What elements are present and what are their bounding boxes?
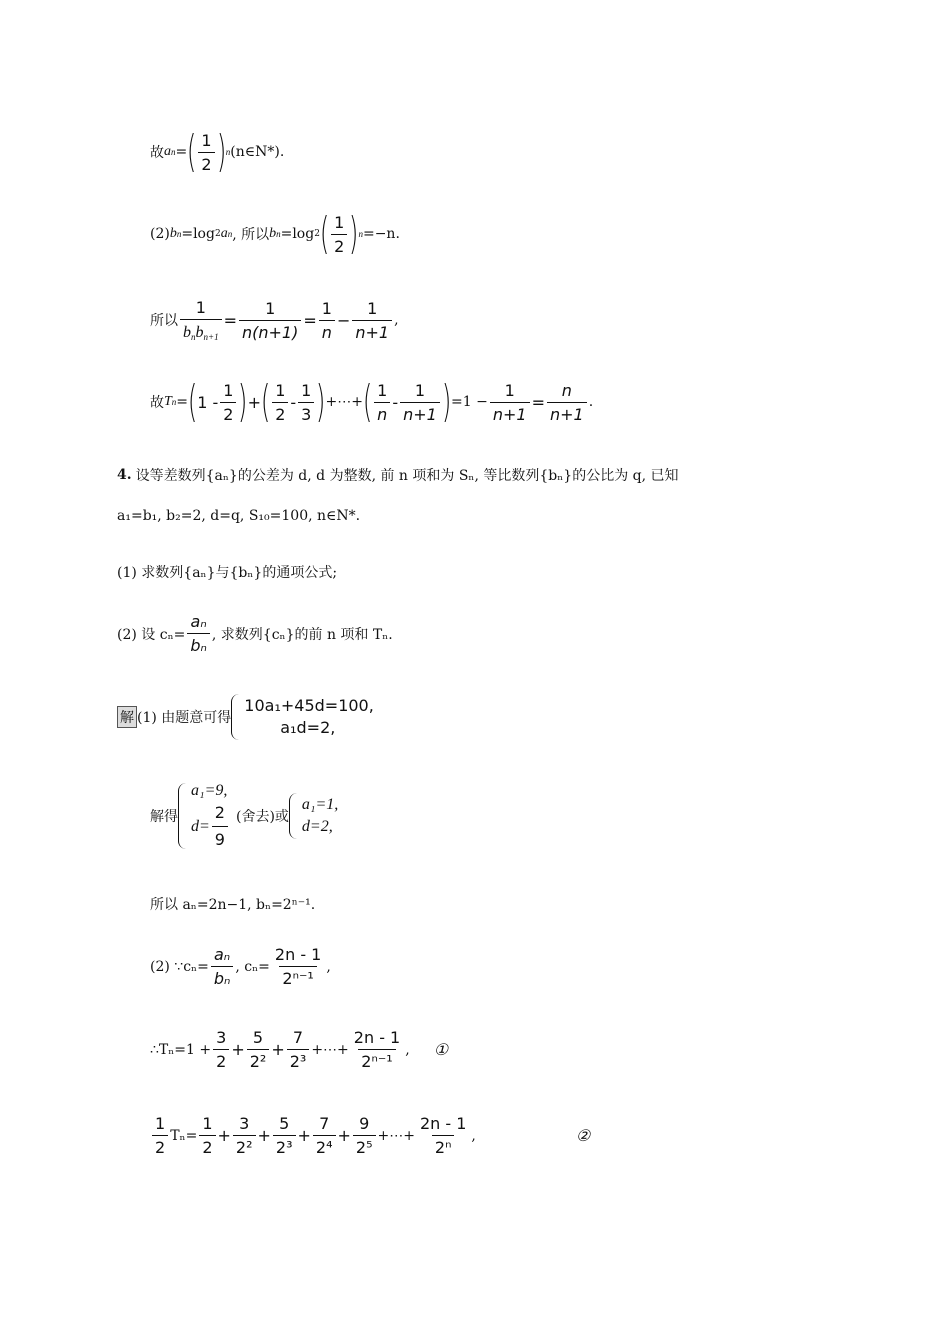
left-brace [289, 793, 298, 839]
problem-4-line1 [117, 465, 679, 485]
text-because: (2) ∵cₙ= [150, 958, 209, 975]
comma: , [326, 958, 331, 975]
equals: = [531, 392, 545, 412]
left-brace [231, 694, 240, 740]
plus: + [271, 1040, 285, 1059]
result-text: =−n. [362, 226, 400, 242]
problem-4-line2 [117, 508, 360, 524]
comma: , [394, 312, 399, 328]
var-b: b [269, 226, 277, 241]
term-one-minus: 1 - [197, 392, 219, 412]
text-discard-or: (舍去)或 [235, 808, 289, 825]
right-paren: ) [441, 376, 452, 427]
plus: + [217, 1126, 231, 1145]
fraction-an-over-bn: $\frac{\text{aₙ}}{\text{bₙ}}$ [211, 945, 234, 988]
plus: + [257, 1126, 271, 1145]
plus: + [231, 1040, 245, 1059]
fraction-7-16: $\frac{7}{\text{2⁴}}$ [313, 1114, 336, 1157]
sub-n: n [276, 229, 281, 239]
text-gu: 故 [150, 395, 164, 411]
fraction-9-32: $\frac{9}{\text{2⁵}}$ [353, 1114, 376, 1157]
solution-line1 [117, 694, 374, 740]
period: . [588, 394, 594, 410]
fraction-half: $\frac{1}{2}$ [152, 1114, 168, 1157]
fraction-1-over-n1: $\frac{1}{n+1}$ [490, 381, 530, 424]
solution-line6 [150, 1114, 590, 1157]
sol-a1-9: a₁=9, [191, 782, 228, 799]
fraction-1-over-n: $\frac{1}{n}$ [319, 299, 335, 342]
text-suoyi: , 所以 [232, 227, 270, 243]
left-paren: ( [187, 376, 198, 427]
equation-marker-2: ② [575, 1126, 591, 1145]
solution-pre: (1) 由题意可得 [137, 710, 232, 726]
fraction-cn: $\frac{2n - 1}{\text{2ⁿ⁻¹}}$ [274, 945, 322, 988]
solution-label: 解 [117, 706, 137, 728]
fraction-half: $\frac{1}{2}$ [220, 381, 236, 424]
solution-general-terms: 所以 aₙ=2n−1, bₙ=2ⁿ⁻¹. [150, 897, 316, 913]
equals: = [176, 394, 189, 410]
equals: = [303, 310, 317, 330]
domain-text: (n∈N*). [230, 144, 285, 160]
equals: = [223, 310, 237, 330]
right-paren: ) [349, 208, 359, 259]
right-paren: ) [316, 376, 326, 427]
text-eq-1-minus: =1 − [451, 394, 488, 410]
text-suoyi: 所以 [150, 313, 178, 329]
fraction-1-over-nn1: $\frac{1}{n(n+1)}$ [239, 299, 301, 342]
fraction-1-over-n1: $\frac{1}{n+1}$ [352, 299, 392, 342]
plus: + [337, 1126, 351, 1145]
exponent-n: n [225, 147, 231, 157]
exponent-n: n [358, 229, 363, 239]
comma: , [471, 1127, 476, 1144]
fraction-5-8: $\frac{5}{\text{2³}}$ [273, 1114, 296, 1157]
part-label: (2) [150, 226, 170, 242]
fraction-third: $\frac{1}{3}$ [298, 381, 314, 424]
sub-n: n [171, 397, 177, 407]
right-paren: ) [238, 376, 248, 427]
question-2-tail: , 求数列{cₙ}的前 n 项和 Tₙ. [211, 626, 393, 643]
solution-system-1 [191, 780, 230, 851]
sol-d-frac: d= $\frac{2}{9}$ [191, 802, 230, 851]
plus: + [297, 1126, 311, 1145]
text-therefore-Tn: ∴Tₙ=1 + [150, 1041, 212, 1058]
text-Tn: Tₙ= [170, 1127, 198, 1144]
plus: + [247, 392, 262, 412]
var-b: b [169, 226, 177, 241]
log-text: =log [181, 226, 215, 242]
var-a: a [164, 144, 171, 159]
text-jiede: 解得 [150, 808, 178, 825]
left-paren: ( [187, 126, 197, 177]
line-an-formula [150, 126, 285, 177]
ellipsis: +⋯+ [325, 394, 363, 410]
var-T: T [164, 394, 172, 409]
fraction-1-2: $\frac{1}{2}$ [199, 1114, 215, 1157]
fraction-3-4: $\frac{3}{\text{2²}}$ [233, 1114, 256, 1157]
ellipsis: +⋯+ [377, 1127, 415, 1144]
fraction-an-over-bn: $\frac{\text{aₙ}}{\text{bₙ}}$ [187, 612, 210, 655]
line-bn-formula [150, 208, 400, 259]
left-paren: ( [362, 376, 373, 427]
equals: = [175, 144, 188, 160]
solution-system-2 [302, 794, 338, 838]
problem-statement-1: 设等差数列{aₙ}的公差为 d, d 为整数, 前 n 项和为 Sₙ, 等比数列{bₙ}的公比为 q, 已知 [135, 468, 679, 484]
log-text: =log [280, 226, 315, 242]
solution-line3 [150, 894, 315, 914]
fraction-half: $\frac{1}{2}$ [331, 213, 347, 256]
fraction-7-8: $\frac{7}{\text{2³}}$ [287, 1028, 310, 1071]
sub-n: n [227, 229, 233, 239]
left-paren: ( [260, 376, 271, 427]
fraction-1-over-n: $\frac{1}{n}$ [374, 381, 390, 424]
line-telescoping [150, 298, 399, 342]
fraction-1-over-n1: $\frac{1}{n+1}$ [400, 381, 440, 424]
sol-d-2: d=2, [301, 817, 333, 835]
question-1-text: (1) 求数列{aₙ}与{bₙ}的通项公式; [117, 565, 338, 581]
fraction-half: $\frac{1}{2}$ [198, 131, 214, 174]
minus: - [392, 392, 399, 412]
fraction-1-over-bnbn1: $\frac{1}{b_nb_{n+1}}$ [180, 298, 222, 342]
fraction-n-over-n1: $\frac{n}{n+1}$ [547, 381, 587, 424]
equation-system [244, 695, 374, 739]
log-base: 2 [214, 229, 221, 239]
minus: - [290, 392, 297, 412]
sub-n: n [171, 147, 176, 157]
text-gu: 故 [150, 145, 164, 161]
question-2 [117, 612, 393, 655]
var-a: a [220, 226, 228, 241]
solution-line2 [150, 780, 338, 851]
fraction-5-4: $\frac{5}{\text{2²}}$ [247, 1028, 270, 1071]
fraction-general: $\frac{2n - 1}{\text{2ⁿ⁻¹}}$ [353, 1028, 401, 1071]
line-Tn-sum [150, 376, 594, 427]
ellipsis: +⋯+ [311, 1041, 349, 1058]
equation-marker-1: ① [433, 1040, 449, 1059]
comma: , [405, 1041, 410, 1058]
sub-n: n [176, 229, 182, 239]
sol-a1-1: a₁=1, [301, 795, 339, 813]
equation-1: 10a₁+45d=100, [244, 696, 374, 715]
question-2-pre: (2) 设 cₙ= [117, 626, 186, 643]
left-paren: ( [319, 208, 330, 259]
fraction-general: $\frac{2n - 1}{\text{2ⁿ}}$ [419, 1114, 467, 1157]
left-brace [178, 783, 187, 849]
solution-line5 [150, 1028, 448, 1071]
minus: − [336, 310, 351, 330]
equation-2: a₁d=2, [280, 718, 336, 737]
fraction-half: $\frac{1}{2}$ [272, 381, 288, 424]
fraction-3-2: $\frac{3}{2}$ [213, 1028, 229, 1071]
problem-number: 4. [117, 467, 132, 483]
log-base: 2 [314, 229, 320, 239]
solution-line4 [150, 945, 331, 988]
right-paren: ) [216, 126, 226, 177]
text-cn: , cₙ= [235, 958, 270, 975]
problem-statement-2: a₁=b₁, b₂=2, d=q, S₁₀=100, n∈N*. [117, 508, 361, 524]
question-1 [117, 562, 337, 582]
